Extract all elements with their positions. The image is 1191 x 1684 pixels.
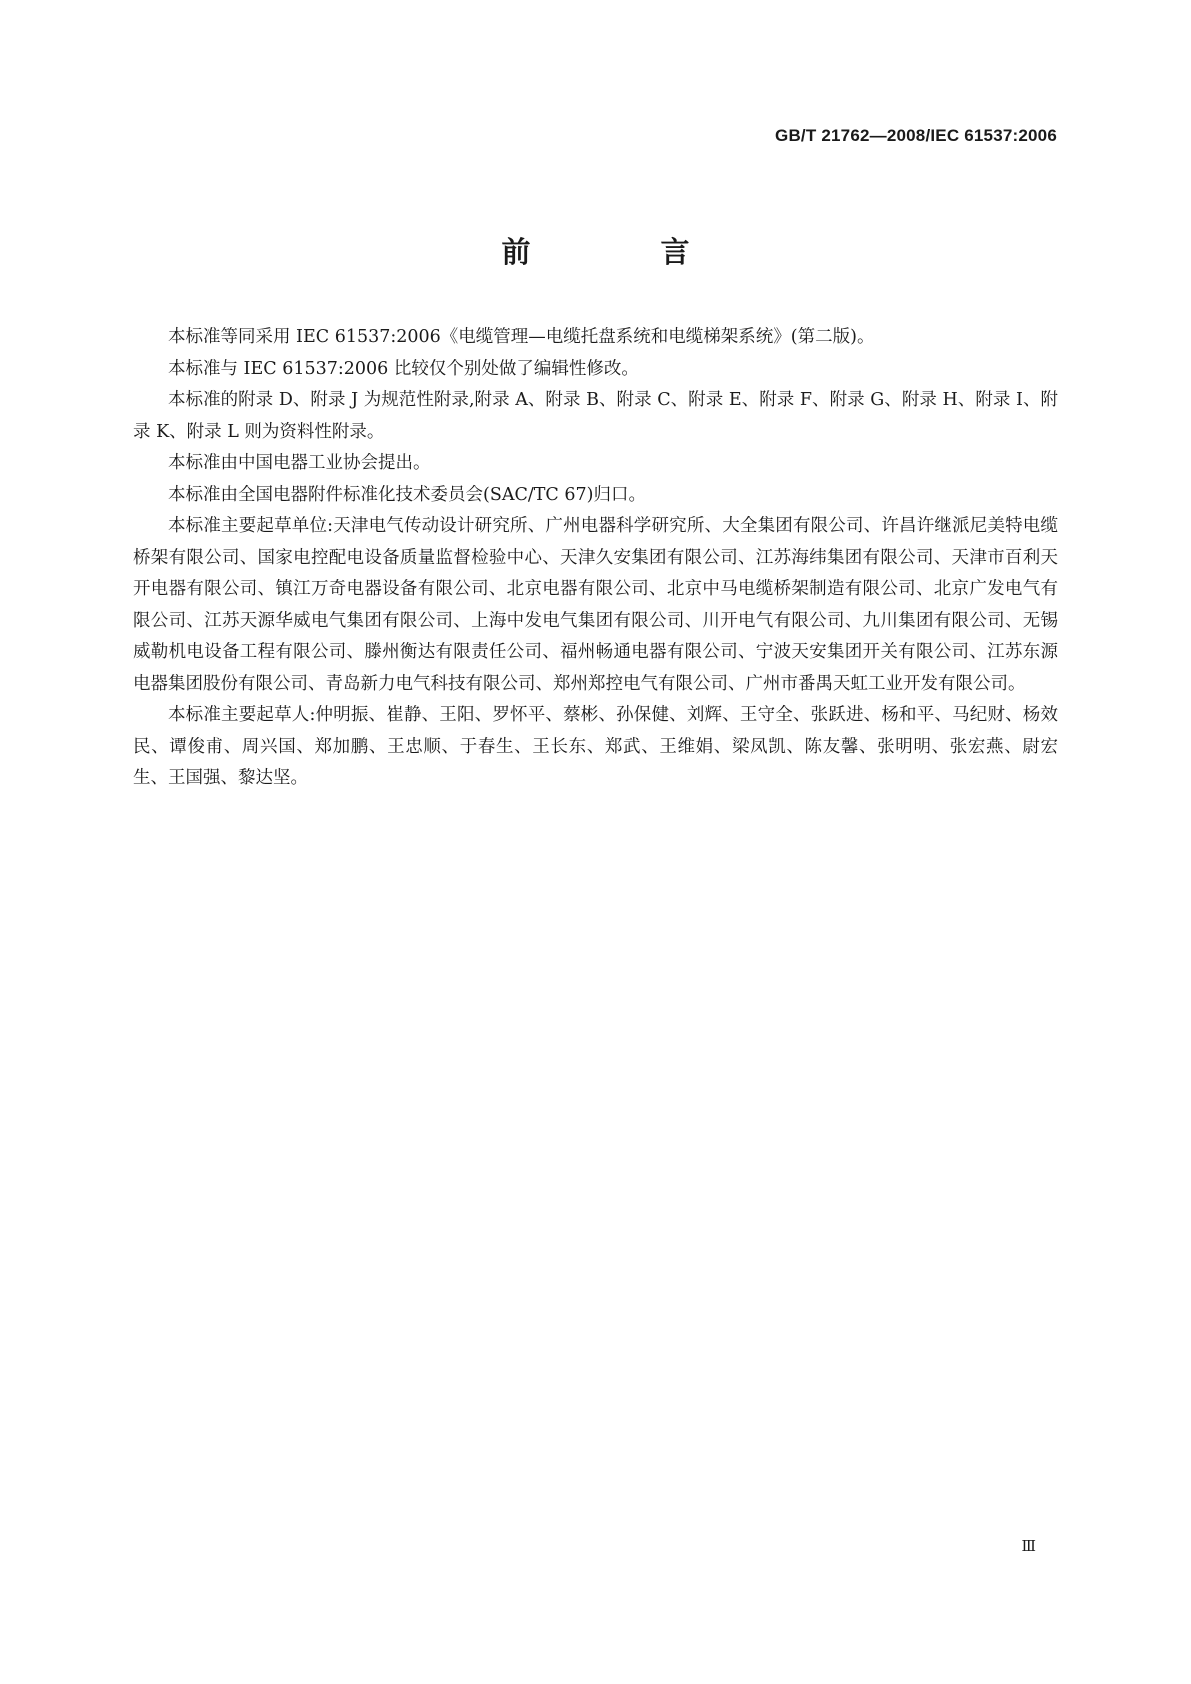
paragraph-drafting-units: 本标准主要起草单位:天津电气传动设计研究所、广州电器科学研究所、大全集团有限公司、许昌许继派尼美特电缆桥架有限公司、国家电控配电设备质量监督检验中心、天津久安集团有限公司、江苏海纬集团有限公司、天津市百利天开电器有限公司、镇江万奇电器设备有限公司、北京电器有限公司、北京中马电缆桥架制造有限公司、北京广发电气有限公司、江苏天源华威电气集团有限公司、上海中发电气集团有限公司、川开电气有限公司、九川集团有限公司、无锡威勒机电设备工程有限公司、滕州衡达有限责任公司、福州畅通电器有限公司、宁波天安集团开关有限公司、江苏东源电器集团股份有限公司、青岛新力电气科技有限公司、郑州郑控电气有限公司、广州市番禺天虹工业开发有限公司。 bbox=[133, 516, 1058, 694]
paragraph-drafters: 本标准主要起草人:仲明振、崔静、王阳、罗怀平、蔡彬、孙保健、刘辉、王守全、张跃进、杨和平、马纪财、杨效民、谭俊甫、周兴国、郑加鹏、王忠顺、于春生、王长东、郑武、王维娟、梁凤凯、陈友馨、张明明、张宏燕、尉宏生、王国强、黎达坚。 bbox=[133, 705, 1058, 788]
paragraph-adoption: 本标准等同采用 IEC 61537:2006《电缆管理—电缆托盘系统和电缆梯架系统》(第二版)。 bbox=[168, 327, 875, 347]
paragraph-modifications: 本标准与 IEC 61537:2006 比较仅个别处做了编辑性修改。 bbox=[168, 358, 639, 379]
page-title: 前 言 bbox=[501, 235, 750, 269]
standard-code-header: GB/T 21762—2008/IEC 61537:2006 bbox=[775, 126, 1057, 145]
foreword-body bbox=[133, 322, 1058, 795]
page-number: Ⅲ bbox=[1021, 1539, 1036, 1555]
paragraph-committee: 本标准由全国电器附件标准化技术委员会(SAC/TC 67)归口。 bbox=[168, 484, 646, 505]
paragraph-annexes: 本标准的附录 D、附录 J 为规范性附录,附录 A、附录 B、附录 C、附录 E、附录 F、附录 G、附录 H、附录 I、附录 K、附录 L 则为资料性附录。 bbox=[133, 390, 1058, 442]
paragraph-proposer: 本标准由中国电器工业协会提出。 bbox=[168, 453, 431, 473]
